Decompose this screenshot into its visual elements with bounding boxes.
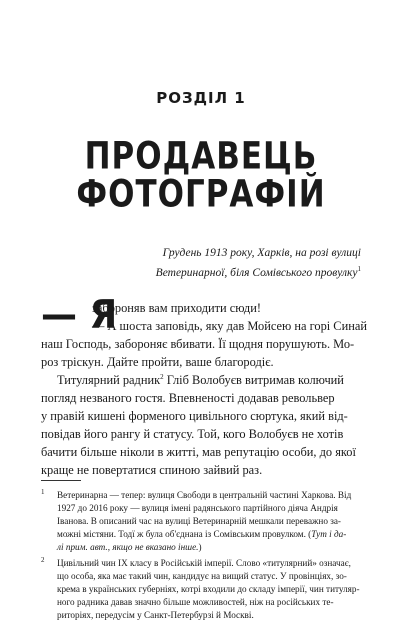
body-line-4: роз тріскун. Дайте пройти, ваше благородіє. xyxy=(41,355,274,369)
footnote-2-line-4: ного радника давав значно більше можливостей, ніж на російських те- xyxy=(57,597,334,607)
body-line-5-start: Титулярний радник xyxy=(57,373,161,388)
footnote-1-line-5-close: ) xyxy=(198,542,202,552)
drop-cap-dash: — xyxy=(41,292,77,338)
footnote-1-line-5-italic: лі прим. авт., якщо не вказано інше. xyxy=(57,542,199,552)
footnote-1-line-3: Іванова. В описаний час на вулиці Ветеринарній мешкали переважно за- xyxy=(57,516,341,526)
chapter-title-line-2: ФОТОГРАФІЙ xyxy=(76,172,326,217)
body-line-6: погляд незваного гостя. Впевненості додавав револьвер xyxy=(41,391,335,405)
footnote-1-line-4 xyxy=(57,530,346,539)
footnote-2-line-5: риторіях, передусім у Санкт-Петербурзі й Москві. xyxy=(57,610,254,620)
epigraph-text-2: Ветеринарної, біля Сомівського провулку xyxy=(155,266,358,279)
body-line-3: наш Господь, забороняє вбивати. Її щодня порушують. Мо- xyxy=(41,337,355,351)
footnote-2-mark: 2 xyxy=(41,556,45,564)
body-line-7: у правій кишені форменого цивільного сюртука, який від- xyxy=(41,409,348,423)
body-line-9: бачити більше ніколи в житті, мав репутацію особи, до якої xyxy=(41,445,356,459)
chapter-title-line-1: ПРОДАВЕЦЬ xyxy=(84,134,318,179)
epigraph-line-1 xyxy=(163,247,361,259)
footnote-1-line-2: 1927 до 2016 року — вулиця імені радянського партійного діяча Андрія xyxy=(57,503,338,513)
epigraph-line-2 xyxy=(156,265,361,279)
footnote-1-mark: 1 xyxy=(41,488,45,496)
body-line-10: краще не повертатися спиною зайвий раз. xyxy=(41,463,263,477)
footnote-2-line-2: що особа, яка має такий чин, кандидує на вищий статус. У провінціях, зо- xyxy=(57,571,347,581)
drop-cap-letter: Я xyxy=(89,292,118,338)
footnote-ref-2[interactable]: 2 xyxy=(160,373,164,381)
body-line-8: повідав його рангу й статусу. Той, кого Волобуєв не хотів xyxy=(41,427,344,441)
body-line-5 xyxy=(57,374,344,387)
body-line-2: — А шоста заповідь, яку дав Мойсею на горі Синай xyxy=(92,319,367,333)
footnote-1-line-5 xyxy=(57,543,202,552)
footnote-1-line-4-italic: Тут і да- xyxy=(311,529,347,539)
chapter-label: РОЗДІЛ 1 xyxy=(156,89,246,107)
footnote-2-line-3: крема в українських губерніях, котрі входили до складу імперії, чин титуляр- xyxy=(57,584,360,594)
footnote-ref-1[interactable]: 1 xyxy=(357,265,361,273)
footnote-1-line-1: Ветеринарна — тепер: вулиця Свободи в центральній частині Харкова. Від xyxy=(57,490,352,500)
body-line-5-end: Гліб Волобуєв витримав колючий xyxy=(163,373,344,388)
epigraph-text-1: Грудень 1913 року, Харків, на розі вулиці xyxy=(162,247,361,259)
footnote-divider xyxy=(41,480,81,481)
body-line-1: забороняв вам приходити сюди! xyxy=(92,301,261,315)
footnote-2-line-1: Цивільний чин IX класу в Російській імперії. Слово «титулярний» означає, xyxy=(57,558,351,568)
footnote-1-line-4-text: можні містяни. Тодї ж була об'єднана із Сомівським провулком. ( xyxy=(57,529,312,539)
